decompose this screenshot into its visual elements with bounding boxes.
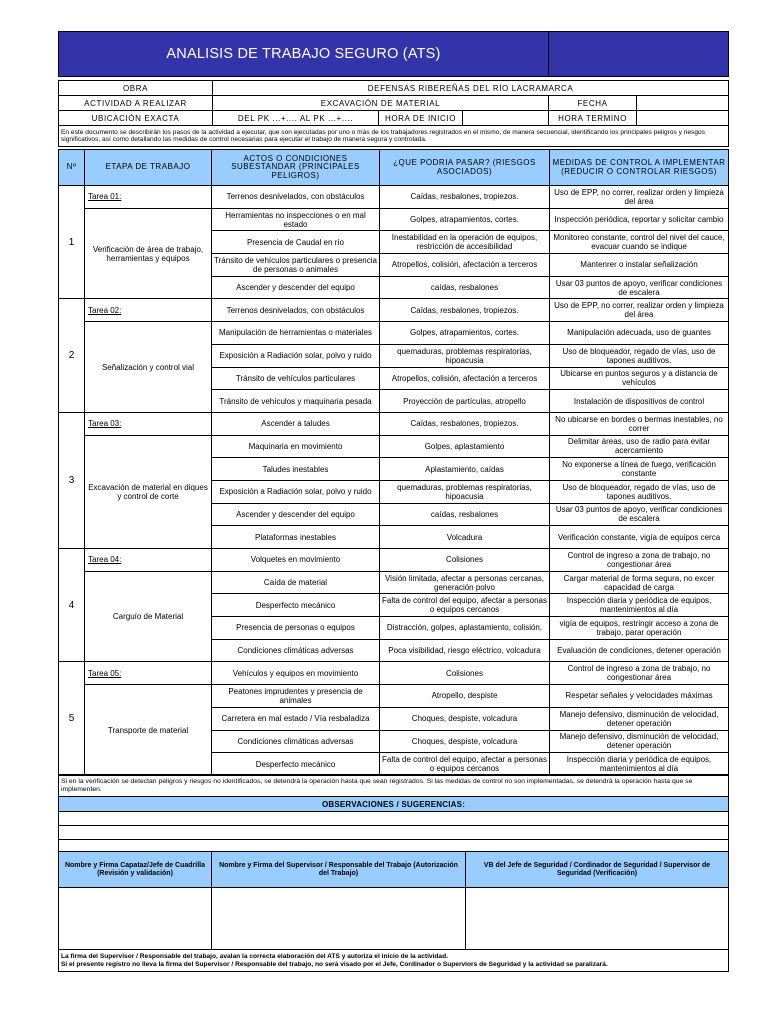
cell-medidas: Ubicarse en puntos seguros y a distancia de vehículos bbox=[550, 367, 729, 390]
table-row bbox=[59, 412, 729, 435]
cell-riesgos: Inestabilidad en la operación de equipos, restricción de accesibilidad bbox=[380, 231, 550, 254]
cell-riesgos: Atropello, despiste bbox=[380, 685, 550, 708]
cell-riesgos: Choques, despiste, volcadura bbox=[380, 730, 550, 753]
hora-inicio-value[interactable] bbox=[463, 111, 549, 126]
cell-actos: Terrenos desnivelados, con obstáculos bbox=[212, 299, 380, 322]
cell-medidas: Inspección diaria y periódica de equipos, mantenimientos al día bbox=[550, 594, 729, 617]
hora-termino-value[interactable] bbox=[637, 111, 729, 126]
cell-actos: Exposición a Radiación solar, polvo y ruido bbox=[212, 344, 380, 367]
cell-riesgos: caídas, resbalones bbox=[380, 503, 550, 526]
ats-table bbox=[58, 149, 729, 776]
observaciones-line-2[interactable] bbox=[59, 826, 729, 840]
cell-riesgos: Caídas, resbalones, tropiezos. bbox=[380, 299, 550, 322]
info-table bbox=[58, 80, 729, 147]
header-banner bbox=[58, 31, 729, 77]
cell-riesgos: Distracción, golpes, aplastamiento, colisión. bbox=[380, 617, 550, 640]
task-label: Tarea 03: bbox=[85, 412, 212, 435]
cell-actos: Presencia de personas o equipos bbox=[212, 617, 380, 640]
cell-actos: Ascender y descender del equipo bbox=[212, 276, 380, 299]
cell-medidas: Verificación constante, vigía de equipos cerca bbox=[550, 526, 729, 549]
signature-box-capataz[interactable] bbox=[59, 888, 212, 950]
cell-medidas: Mantenrer o instalar señalización bbox=[550, 254, 729, 277]
task-number: 2 bbox=[59, 299, 85, 412]
task-stage: Verificación de área de trabajo, herramientas y equipos bbox=[85, 208, 212, 299]
cell-riesgos: caídas, resbalones bbox=[380, 276, 550, 299]
table-row bbox=[59, 299, 729, 322]
cell-medidas: Manejo defensivo, disminución de velocidad, detener operación bbox=[550, 707, 729, 730]
cell-medidas: Uso de EPP, no correr, realizar orden y limpieza del área bbox=[550, 299, 729, 322]
task-stage: Carguío de Material bbox=[85, 571, 212, 662]
header-actos: ACTOS O CONDICIONES SUBESTANDAR (PRINCIPALES PELIGROS) bbox=[212, 150, 380, 186]
task-number: 4 bbox=[59, 549, 85, 662]
cell-riesgos: Volcadura bbox=[380, 526, 550, 549]
cell-actos: Condiciones climáticas adversas bbox=[212, 730, 380, 753]
footer-line-1: La firma del Supervisor / Responsable del trabajo, avalan la correcta elaboración del ATS y autoriza el inicio de la actividad. bbox=[61, 952, 448, 960]
cell-medidas: Usar 03 puntos de apoyo, verificar condiciones de escalera bbox=[550, 503, 729, 526]
cell-actos: Manipulación de herramientas o materiales bbox=[212, 322, 380, 345]
cell-medidas: vigía de equipos, restringir acceso a zona de trabajo, parar operación bbox=[550, 617, 729, 640]
task-number: 1 bbox=[59, 186, 85, 299]
signature-box-seguridad[interactable] bbox=[466, 888, 729, 950]
cell-actos: Condiciones climáticas adversas bbox=[212, 639, 380, 662]
cell-actos: Peatones imprudentes y presencia de animales bbox=[212, 685, 380, 708]
footer-note bbox=[59, 950, 729, 972]
cell-medidas: Inspección diaria y periódica de equipos, mantenimientos al día bbox=[550, 753, 729, 776]
obra-label: OBRA bbox=[59, 81, 213, 96]
task-label: Tarea 02: bbox=[85, 299, 212, 322]
table-row bbox=[59, 435, 729, 458]
cell-actos: Plataformas inestables bbox=[212, 526, 380, 549]
cell-actos: Vehículos y equipos en movimiento bbox=[212, 662, 380, 685]
cell-medidas: Usar 03 puntos de apoyo, verificar condiciones de escalera bbox=[550, 276, 729, 299]
cell-riesgos: Golpes, aplastamiento bbox=[380, 435, 550, 458]
cell-medidas: Uso de bloqueador, regado de vías, uso de tapones auditivos. bbox=[550, 480, 729, 503]
spacer-row bbox=[59, 840, 729, 852]
cell-riesgos: Golpes, atrapamientos, cortes. bbox=[380, 208, 550, 231]
ubicacion-value[interactable]: DEL PK ...+.... AL PK ...+.... bbox=[213, 111, 379, 126]
cell-riesgos: Aplastamiento, caídas bbox=[380, 458, 550, 481]
cell-medidas: Delimitar áreas, uso de radio para evitar acercamiento bbox=[550, 435, 729, 458]
table-row bbox=[59, 186, 729, 209]
cell-actos: Tránsito de vehículos y maquinaria pesada bbox=[212, 390, 380, 413]
task-label: Tarea 04: bbox=[85, 549, 212, 572]
cell-riesgos: Falta de control del equipo, afectar a personas o equipos cercanos bbox=[380, 753, 550, 776]
footer-line-2: Si el presente registro no lleva la firma del Supervisor / Responsable del trabajo, no será visado por el Jefe, Cordinador o Superviors de Seguridad y la actividad se paralizará. bbox=[61, 960, 608, 968]
cell-riesgos: quemaduras, problemas respiratorias, hipoacusia bbox=[380, 480, 550, 503]
cell-riesgos: Poca visibilidad, riesgo eléctrico, volcadura bbox=[380, 639, 550, 662]
hora-inicio-label: HORA DE INICIO bbox=[379, 111, 463, 126]
task-number: 3 bbox=[59, 412, 85, 548]
table-row bbox=[59, 549, 729, 572]
cell-medidas: No ubicarse en bordes o bermas inestables, no correr bbox=[550, 412, 729, 435]
task-number: 5 bbox=[59, 662, 85, 775]
cell-actos: Maquinaria en movimiento bbox=[212, 435, 380, 458]
cell-riesgos: Golpes, atrapamientos, cortes. bbox=[380, 322, 550, 345]
cell-actos: Tránsito de vehículos particulares bbox=[212, 367, 380, 390]
cell-medidas: No exponerse a línea de fuego, verificación constante bbox=[550, 458, 729, 481]
cell-medidas: Inspección periódica, reportar y solicitar cambio bbox=[550, 208, 729, 231]
header-que-podria-pasar: ¿QUE PODRIA PASAR? (RIESGOS ASOCIADOS) bbox=[380, 150, 550, 186]
header-medidas: MEDIDAS DE CONTROL A IMPLEMENTAR (REDUCIR O CONTROLAR RIESGOS) bbox=[550, 150, 729, 186]
observaciones-title: OBSERVACIONES / SUGERENCIAS: bbox=[59, 797, 729, 812]
signature-header-capataz: Nombre y Firma Capataz/Jefe de Cuadrilla (Revisión y validación) bbox=[59, 852, 212, 888]
task-label: Tarea 05: bbox=[85, 662, 212, 685]
header-etapa: ETAPA DE TRABAJO bbox=[85, 150, 212, 186]
cell-riesgos: Falta de control del equipo, afectar a personas o equipos cercanos bbox=[380, 594, 550, 617]
cell-medidas: Manipulación adecuada, uso de guantes bbox=[550, 322, 729, 345]
observaciones-line-1[interactable] bbox=[59, 812, 729, 826]
ubicacion-label: UBICACIÓN EXACTA bbox=[59, 111, 213, 126]
cell-medidas: Cargar material de forma segura, no excer capacidad de carga bbox=[550, 571, 729, 594]
table-row bbox=[59, 662, 729, 685]
actividad-value: EXCAVACIÓN DE MATERIAL bbox=[213, 96, 549, 111]
cell-actos: Carretera en mal estado / Vía resbaladiza bbox=[212, 707, 380, 730]
cell-medidas: Uso de bloqueador, regado de vías, uso de tapones auditivos. bbox=[550, 344, 729, 367]
table-row bbox=[59, 208, 729, 231]
signature-header-seguridad: VB del Jefe de Seguridad / Cordinador de Seguridad / Supervisor de Seguridad (Verificación) bbox=[466, 852, 729, 888]
verification-note: Si en la verificación se detectan peligros y riesgos no identificados, se detendrá la operación hasta que sean registrados. Si las medidas de control no son implementadas, se detendrá la operación hasta que se implementen. bbox=[59, 775, 729, 797]
cell-riesgos: Atropellos, colisión, afectación a terceros bbox=[380, 367, 550, 390]
signature-header-supervisor: Nombre y Firma del Supervisor / Responsable del Trabajo (Autorización del Trabajo) bbox=[212, 852, 466, 888]
logo-box bbox=[549, 32, 729, 77]
cell-actos: Herramientas no inspecciones o en mal estado bbox=[212, 208, 380, 231]
signature-box-supervisor[interactable] bbox=[212, 888, 466, 950]
document-description: En este documento se describirán los pasos de la actividad a ejecutar, que son ejecutadas por uno o más de los trabajadores registrados en el mismo, de manera secuencial, identificando los principales peligros y riesgos significativos, así como detallando las medidas de control necesarias para ejecutar el trabajo de manera segura y controlada. bbox=[59, 126, 729, 147]
cell-medidas: Evaluación de condiciones, detener operación bbox=[550, 639, 729, 662]
cell-medidas: Manejo defensivo, disminución de velocidad, detener operación bbox=[550, 730, 729, 753]
task-stage: Señalización y control vial bbox=[85, 322, 212, 413]
cell-riesgos: Proyección de partículas, atropello bbox=[380, 390, 550, 413]
cell-riesgos: Caídas, resbalones, tropiezos. bbox=[380, 186, 550, 209]
cell-actos: Taludes inestables bbox=[212, 458, 380, 481]
cell-actos: Exposición a Radiación solar, polvo y ruido bbox=[212, 480, 380, 503]
cell-riesgos: Visión limitada, afectar a personas cercanas, generación polvo bbox=[380, 571, 550, 594]
bottom-section bbox=[58, 774, 729, 972]
cell-actos: Desperfecto mecánico bbox=[212, 594, 380, 617]
task-stage: Transporte de material bbox=[85, 685, 212, 776]
cell-actos: Volquetes en movimiento bbox=[212, 549, 380, 572]
table-row bbox=[59, 322, 729, 345]
document-title: ANALISIS DE TRABAJO SEGURO (ATS) bbox=[59, 32, 549, 77]
obra-value: DEFENSAS RIBEREÑAS DEL RÍO LACRAMARCA bbox=[213, 81, 729, 96]
table-row bbox=[59, 571, 729, 594]
hora-termino-label: HORA TERMINO bbox=[549, 111, 637, 126]
cell-medidas: Control de ingreso a zona de trabajo, no congestionar área bbox=[550, 662, 729, 685]
cell-actos: Ascender a taludes bbox=[212, 412, 380, 435]
cell-medidas: Respetar señales y velocidades máximas bbox=[550, 685, 729, 708]
cell-actos: Tránsito de vehículos particulares o presencia de personas o animales bbox=[212, 254, 380, 277]
task-label: Tarea 01: bbox=[85, 186, 212, 209]
cell-actos: Terrenos desnivelados, con obstáculos bbox=[212, 186, 380, 209]
task-stage: Excavación de material en diques y control de corte bbox=[85, 435, 212, 548]
cell-actos: Ascender y descender del equipo bbox=[212, 503, 380, 526]
cell-actos: Caída de material bbox=[212, 571, 380, 594]
cell-medidas: Monitoreo constante, control del nivel del cauce, evacuar cuando se indique bbox=[550, 231, 729, 254]
cell-actos: Presencia de Caudal en río bbox=[212, 231, 380, 254]
fecha-value[interactable] bbox=[637, 96, 729, 111]
actividad-label: ACTIVIDAD A REALIZAR bbox=[59, 96, 213, 111]
cell-actos: Desperfecto mecánico bbox=[212, 753, 380, 776]
cell-medidas: Uso de EPP, no correr, realizar orden y limpieza del área bbox=[550, 186, 729, 209]
table-row bbox=[59, 685, 729, 708]
cell-riesgos: Colisiones bbox=[380, 662, 550, 685]
cell-riesgos: Atropellos, colisión, afectación a terceros bbox=[380, 254, 550, 277]
header-num: Nº bbox=[59, 150, 85, 186]
cell-riesgos: Colisiones bbox=[380, 549, 550, 572]
cell-riesgos: Caídas, resbalones, tropiezos. bbox=[380, 412, 550, 435]
cell-medidas: Instalación de dispositivos de control bbox=[550, 390, 729, 413]
cell-medidas: Control de ingreso a zona de trabajo, no congestionar área bbox=[550, 549, 729, 572]
fecha-label: FECHA bbox=[549, 96, 637, 111]
cell-riesgos: quemaduras, problemas respiratorias, hipoacusia bbox=[380, 344, 550, 367]
cell-riesgos: Choques, despiste, volcadura bbox=[380, 707, 550, 730]
